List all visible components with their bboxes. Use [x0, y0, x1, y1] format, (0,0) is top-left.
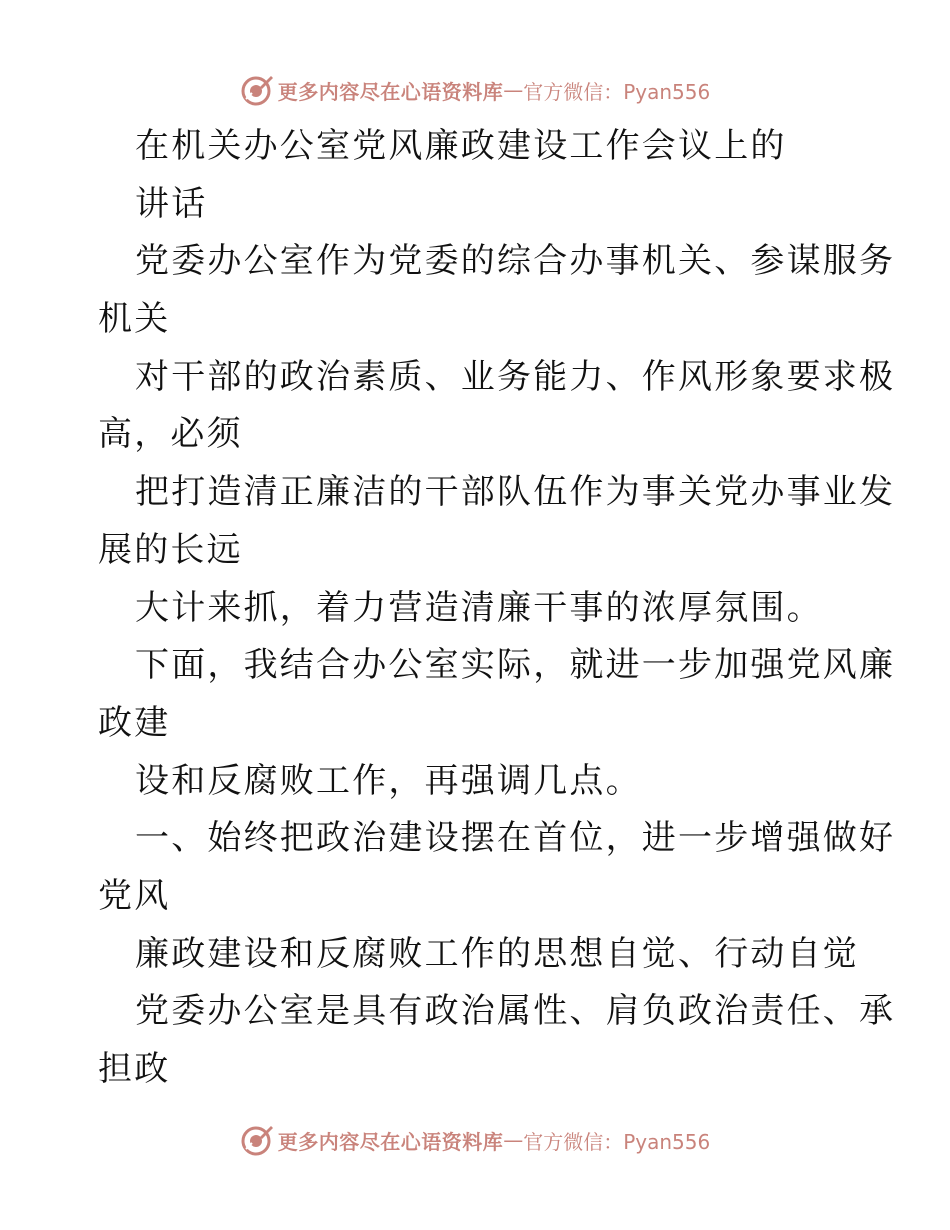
text-line: 担政	[98, 1049, 171, 1089]
text-line: 政建	[98, 702, 171, 743]
watermark-contact: 官方微信：Pyan556	[523, 79, 711, 104]
pen-logo-icon	[240, 1123, 274, 1157]
text-line: 机关	[98, 299, 171, 340]
text-line: 展的长远	[98, 529, 243, 570]
text-line: 党委办公室作为党委的综合办事机关、参谋服务	[135, 241, 896, 282]
text-line: 高，必须	[98, 414, 243, 455]
document-body	[98, 118, 896, 1099]
text-line: 设和反腐败工作，再强调几点。	[135, 760, 642, 801]
footer-watermark	[0, 1120, 950, 1160]
text-line: 党委办公室是具有政治属性、肩负政治责任、承	[135, 991, 896, 1032]
text-line: 下面，我结合办公室实际，就进一步加强党风廉	[135, 645, 896, 686]
text-line: 把打造清正廉洁的干部队伍作为事关党办事业发	[135, 472, 896, 513]
text-line: 一、始终把政治建设摆在首位，进一步增强做好	[135, 818, 896, 859]
watermark-separator: —	[503, 1128, 524, 1152]
text-line: 廉政建设和反腐败工作的思想自觉、行动自觉	[135, 933, 859, 974]
text-line: 讲话	[135, 183, 208, 224]
pen-logo-icon	[240, 73, 274, 107]
watermark-text: 更多内容尽在心语资料库	[277, 1129, 504, 1154]
text-line: 大计来抓，着力营造清廉干事的浓厚氛围。	[135, 587, 823, 628]
watermark-text: 更多内容尽在心语资料库	[277, 79, 504, 104]
text-line: 对干部的政治素质、业务能力、作风形象要求极	[135, 356, 896, 397]
text-line: 在机关办公室党风廉政建设工作会议上的	[135, 126, 787, 166]
text-line: 党风	[98, 875, 171, 916]
watermark-separator: —	[503, 78, 524, 102]
watermark-contact: 官方微信：Pyan556	[523, 1129, 711, 1154]
header-watermark	[0, 70, 950, 110]
